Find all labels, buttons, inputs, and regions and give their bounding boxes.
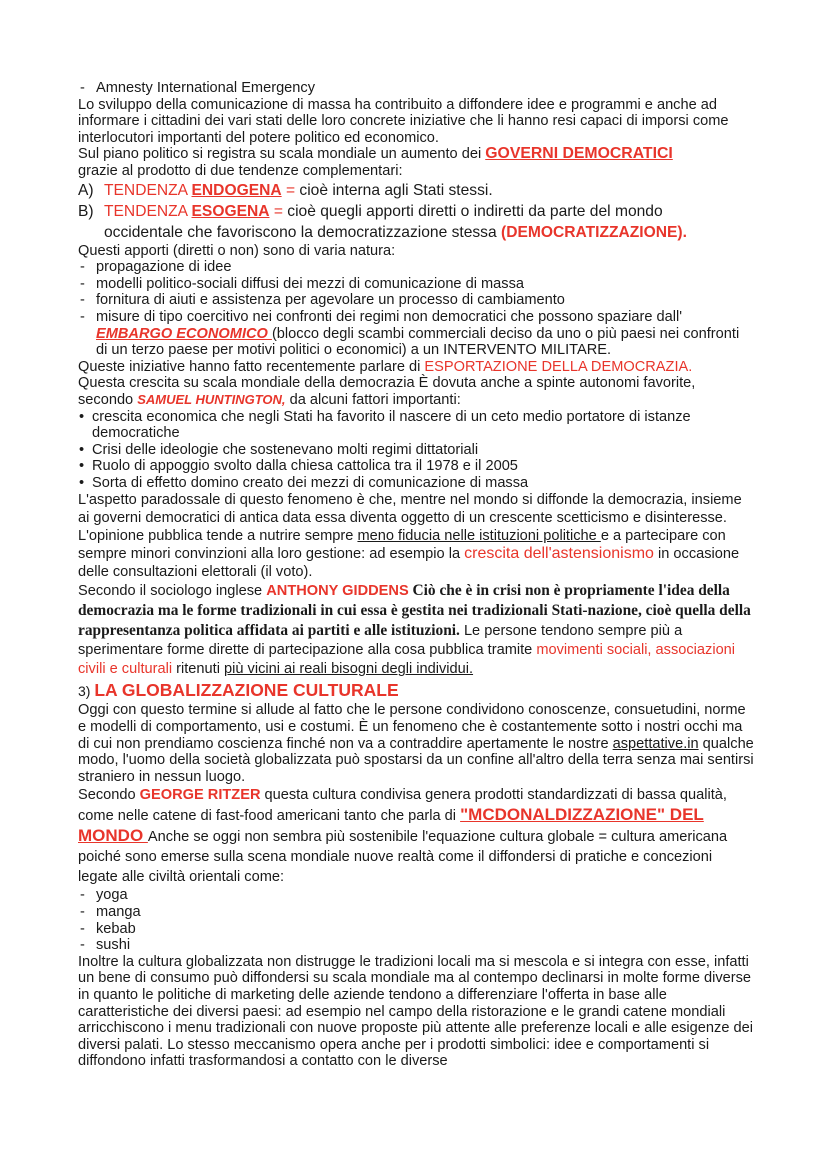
paragraph: L'aspetto paradossale di questo fenomeno è che, mentre nel mondo si diffonde la democrazia, insieme ai governi democratici di antica data essa diventa oggetto di un crescente scetticismo e disinteresse. L'opinione pubblica tende a nutrire sempre meno fiducia nelle istituzioni politiche e a partecipare con sempre minori convinzioni alla loro gestione: ad esempio la crescita dell'astensionismo in occasione delle consultazioni elettorali (il voto). xyxy=(78,492,742,581)
highlight-astensionismo: crescita dell'astensionismo xyxy=(464,545,654,563)
list-item: • crescita economica che negli Stati ha favorito il nascere di un ceto medio portatore di istanze democratiche xyxy=(79,408,691,442)
paragraph: Secondo il sociologo inglese ANTHONY GIDDENS Ciò che è in crisi non è propriamente l'idea della democrazia ma le forme tradizionali in cui essa è gestita nei tradizionali Stati-nazione, cioè quella della rappresentanza politica affidata ai partiti e alle istituzioni. Le persone tendono sempre più a sperimentare forme dirette di partecipazione alla cosa pubblica tramite movimenti sociali, associazioni civili e culturali ritenuti più vicini ai reali bisogni degli individui. xyxy=(78,582,751,678)
paragraph: Secondo GEORGE RITZER questa cultura condivisa genera prodotti standardizzati di bassa qualità, come nelle catene di fast-food americani tanto che parla di "MCDONALDIZZAZIONE" DEL MONDO Anche se oggi non sembra più sostenibile l'equazione cultura globale = cultura americana poiché sono emerse sulla scena mondiale nuove realtà come il diffondersi di pratiche e concezioni legate alle civiltà orientali come: xyxy=(78,787,728,886)
list-item: - kebab xyxy=(80,920,136,937)
section-title: LA GLOBALIZZAZIONE CULTURALE xyxy=(94,680,399,701)
list-item: • Crisi delle ideologie che sostenevano molti regimi dittatoriali xyxy=(79,441,479,458)
highlight-mcdonaldizzazione: "MCDONALDIZZAZIONE" DEL MONDO xyxy=(78,805,704,846)
giddens-quote: Ciò che è in crisi non è propriamente l'idea della democrazia ma le forme tradizionali in cui essa è gestita nei tradizionali Stati-nazione, cioè quella della rappresentanza politica affidata ai partiti e alle istituzioni. xyxy=(78,582,751,640)
paragraph: Sul piano politico si registra su scala mondiale un aumento dei GOVERNI DEMOCRATICI grazie al prodotto di due tendenze complementari: xyxy=(78,145,673,179)
paragraph: Oggi con questo termine si allude al fatto che le persone condividono conoscenze, consuetudini, norme e modelli di comportamento, usi e costumi. È un fenomeno che è costantemente sotto i nostri occhi ma di cui non prendiamo coscienza finché non va a contraddire apertamente le nostre aspettative.in qualche modo, l'uomo della società globalizzata può spostarsi da un confine all'altro della terra senza mai sentirsi straniero in nessun luogo. xyxy=(78,702,754,785)
highlight-democratizzazione: (DEMOCRATIZZAZIONE). xyxy=(501,223,687,241)
highlight-giddens: ANTHONY GIDDENS xyxy=(266,583,409,600)
keyword-esogena: ESOGENA xyxy=(191,202,270,220)
highlight-embargo: EMBARGO ECONOMICO xyxy=(96,325,272,342)
list-item: - sushi xyxy=(80,937,131,954)
list-item xyxy=(78,80,754,97)
tendency-b: B) TENDENZA ESOGENA = cioè quegli apporti diretti o indiretti da parte del mondo occidentale che favoriscono la democratizzazione stessa (DEMOCRATIZZAZIONE). xyxy=(78,202,687,241)
document-page xyxy=(78,80,754,1070)
tendency-a: A) TENDENZA ENDOGENA = cioè interna agli Stati stessi. xyxy=(78,181,493,199)
list-item: - fornitura di aiuti e assistenza per agevolare un processo di cambiamento xyxy=(80,292,565,309)
paragraph: Questi apporti (diretti o non) sono di varia natura: xyxy=(78,242,396,259)
list-item: - propagazione di idee xyxy=(80,259,232,276)
paragraph: Queste iniziative hanno fatto recentemente parlare di ESPORTAZIONE DELLA DEMOCRAZIA. xyxy=(78,358,693,375)
keyword-endogena: ENDOGENA xyxy=(191,181,282,199)
highlight-huntington: SAMUEL HUNTINGTON, xyxy=(137,391,286,407)
list-item: • Sorta di effetto domino creato dei mezzi di comunicazione di massa xyxy=(79,474,529,491)
list-item: - yoga xyxy=(80,887,128,904)
highlight-governi-democratici: GOVERNI DEMOCRATICI xyxy=(485,145,673,163)
paragraph: Inoltre la cultura globalizzata non distrugge le tradizioni locali ma si mescola e si integra con esse, infatti un bene di consumo può diffondersi su scala mondiale ma al contempo declinarsi in molte forme diverse in quanto le politiche di marketing delle aziende tendono a differenziare l'offerta in base alle caratteristiche dei diversi paesi: ad esempio nel campo della ristorazione e le grandi catene mondiali arricchiscono i menu tradizionali con nuove proposte più attente alle preferenze locali e alle esigenze dei diversi palati. Lo stesso meccanismo opera anche per i prodotti simbolici: idee e comportamenti si diffondono infatti trasformandosi a contatto con le diverse xyxy=(78,953,753,1070)
paragraph: Lo sviluppo della comunicazione di massa ha contribuito a diffondere idee e programmi e anche ad informare i cittadini dei vari stati delle loro concrete iniziative che li hanno resi capaci di imporsi come interlocutori importanti del potere politico ed economico. xyxy=(78,96,729,146)
section-heading: 3) LA GLOBALIZZAZIONE CULTURALE xyxy=(78,680,399,701)
highlight-movimenti: movimenti sociali, associazioni civili e culturali xyxy=(78,642,736,678)
list-item: - manga xyxy=(80,904,141,921)
dash-marker: - xyxy=(80,80,85,96)
list-item: - modelli politico-sociali diffusi dei mezzi di comunicazione di massa xyxy=(80,275,525,292)
highlight-esportazione: ESPORTAZIONE DELLA DEMOCRAZIA. xyxy=(424,358,693,375)
list-item: • Ruolo di appoggio svolto dalla chiesa cattolica tra il 1978 e il 2005 xyxy=(79,458,518,475)
list-item-text: Amnesty International Emergency xyxy=(96,80,316,96)
list-item: - misure di tipo coercitivo nei confronti dei regimi non democratici che possono spaziare dall' EMBARGO ECONOMICO (blocco degli scambi commerciali deciso da uno o più paesi nei confronti di un terzo paese per motivi politici o economici) a un INTERVENTO MILITARE. xyxy=(80,308,740,359)
highlight-ritzer: GEORGE RITZER xyxy=(139,787,261,804)
paragraph: Questa crescita su scala mondiale della democrazia È dovuta anche a spinte autonomi favorite, secondo SAMUEL HUNTINGTON, da alcuni fattori importanti: xyxy=(78,375,696,408)
